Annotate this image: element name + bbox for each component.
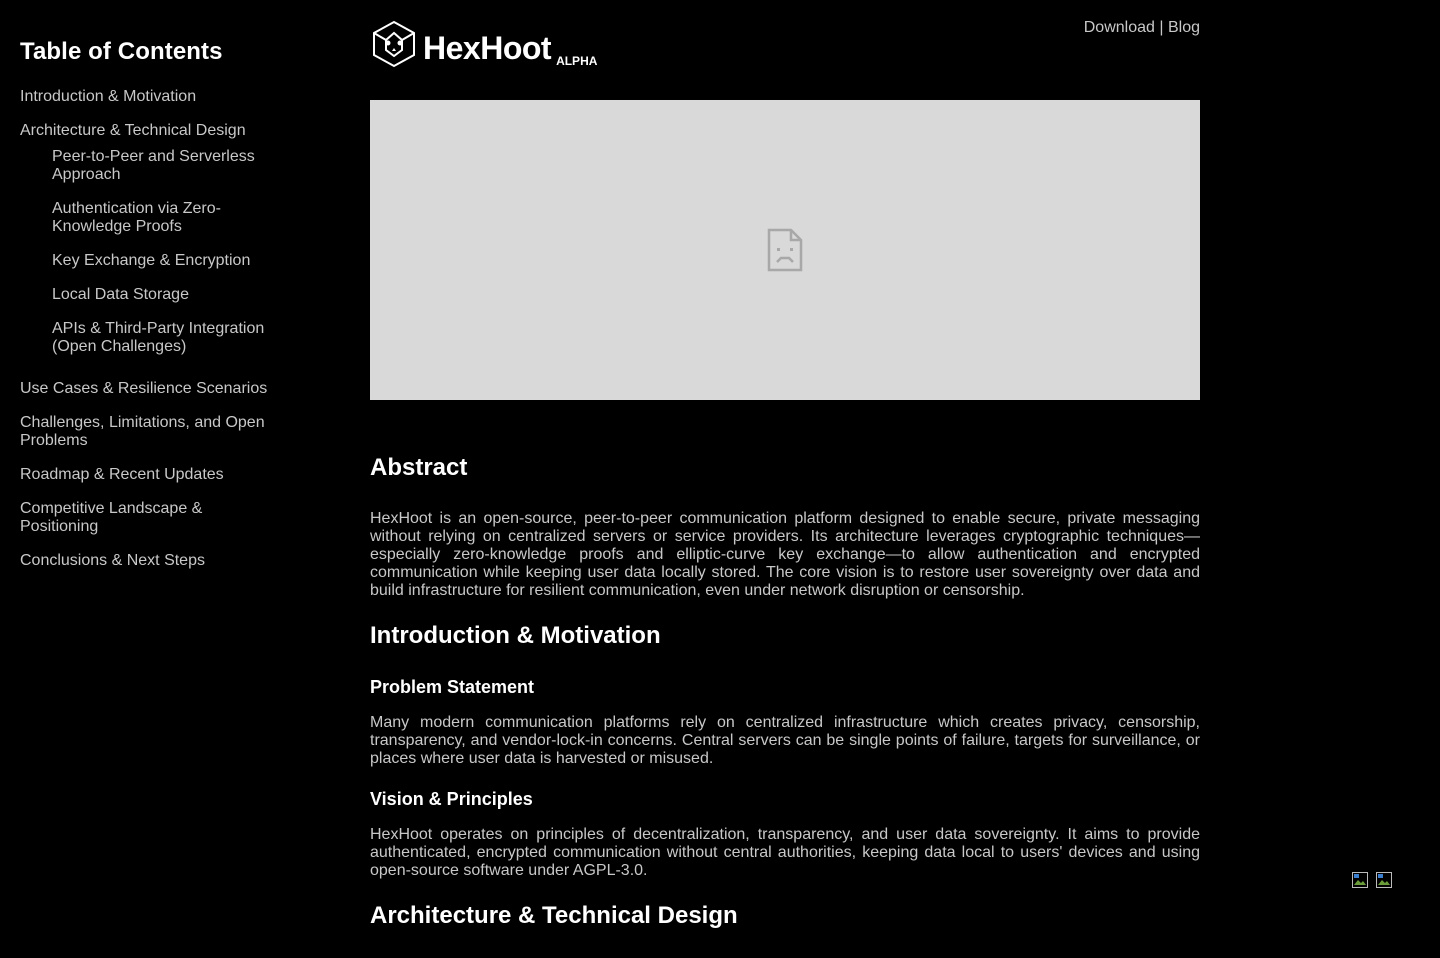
broken-image-icon xyxy=(767,228,803,272)
toc-list xyxy=(20,88,280,570)
logo-text: HexHoot xyxy=(423,30,552,66)
toc-item xyxy=(20,380,280,398)
toc-link-local-storage[interactable]: Local Data Storage xyxy=(52,286,189,303)
logo-link[interactable] xyxy=(370,20,597,68)
header-nav xyxy=(1084,19,1200,37)
main-content xyxy=(370,452,1200,958)
toc-link-introduction[interactable]: Introduction & Motivation xyxy=(20,88,197,105)
toc-subitem xyxy=(52,148,280,184)
abstract-text: HexHoot is an open-source, peer-to-peer communication platform designed to enable secure, private messaging without relying on centralized servers or service providers. Its architecture leverages cryptographic techniques—especially zero-knowledge proofs and elliptic-curve key exchange—to allow authentication and encrypted communication while keeping user data locally stored. The core vision is to restore user sovereignty over data and build infrastructure for resilient communication, even under network disruption or censorship. xyxy=(370,510,1200,599)
intro-heading: Introduction & Motivation xyxy=(370,622,661,649)
footer-icons xyxy=(1352,872,1392,893)
toc-item xyxy=(20,88,280,106)
toc-link-challenges[interactable]: Challenges, Limitations, and Open Problems xyxy=(20,414,265,449)
toc-link-apis[interactable]: APIs & Third-Party Integration (Open Challenges) xyxy=(52,320,265,355)
table-of-contents xyxy=(20,38,280,586)
toc-subitem xyxy=(52,320,280,356)
footer-link-1[interactable] xyxy=(1352,872,1368,893)
download-link[interactable]: Download xyxy=(1083,19,1155,36)
toc-sublist xyxy=(20,148,280,356)
toc-item xyxy=(20,414,280,450)
hero-image xyxy=(370,100,1200,400)
broken-image-icon xyxy=(1376,872,1392,888)
architecture-heading: Architecture & Technical Design xyxy=(370,902,738,929)
vision-text: HexHoot operates on principles of decentralization, transparency, and user data sovereignty. It aims to provide authenticated, encrypted communication without central authorities, keeping data local to users' devices and using open-source software under AGPL-3.0. xyxy=(370,826,1200,879)
toc-item xyxy=(20,500,280,536)
broken-image-icon xyxy=(1352,872,1368,888)
toc-title: Table of Contents xyxy=(20,38,223,65)
blog-link[interactable]: Blog xyxy=(1167,19,1200,36)
problem-heading: Problem Statement xyxy=(370,677,535,697)
problem-text: Many modern communication platforms rely on centralized infrastructure which creates privacy, censorship, transparency, and vendor-lock-in concerns. Central servers can be single points of failure, targets for surveillance, or places where user data is harvested or misused. xyxy=(370,714,1200,767)
alpha-badge: ALPHA xyxy=(556,54,598,68)
toc-subitem xyxy=(52,200,280,236)
toc-link-p2p[interactable]: Peer-to-Peer and Serverless Approach xyxy=(52,148,255,183)
abstract-heading: Abstract xyxy=(370,454,468,481)
toc-item xyxy=(20,466,280,484)
footer-link-2[interactable] xyxy=(1376,872,1392,893)
vision-heading: Vision & Principles xyxy=(370,789,533,809)
toc-link-conclusions[interactable]: Conclusions & Next Steps xyxy=(20,552,205,569)
toc-link-key-exchange[interactable]: Key Exchange & Encryption xyxy=(52,252,251,269)
toc-link-competitive[interactable]: Competitive Landscape & Positioning xyxy=(20,500,203,535)
nav-separator: | xyxy=(1159,19,1164,36)
toc-link-architecture[interactable]: Architecture & Technical Design xyxy=(20,122,246,139)
toc-link-roadmap[interactable]: Roadmap & Recent Updates xyxy=(20,466,224,483)
toc-link-zkp[interactable]: Authentication via Zero-Knowledge Proofs xyxy=(52,200,221,235)
hexhoot-owl-logo-icon xyxy=(370,20,418,68)
toc-subitem xyxy=(52,252,280,270)
toc-item xyxy=(20,122,280,356)
toc-link-use-cases[interactable]: Use Cases & Resilience Scenarios xyxy=(20,380,268,397)
toc-item xyxy=(20,552,280,570)
toc-subitem xyxy=(52,286,280,304)
